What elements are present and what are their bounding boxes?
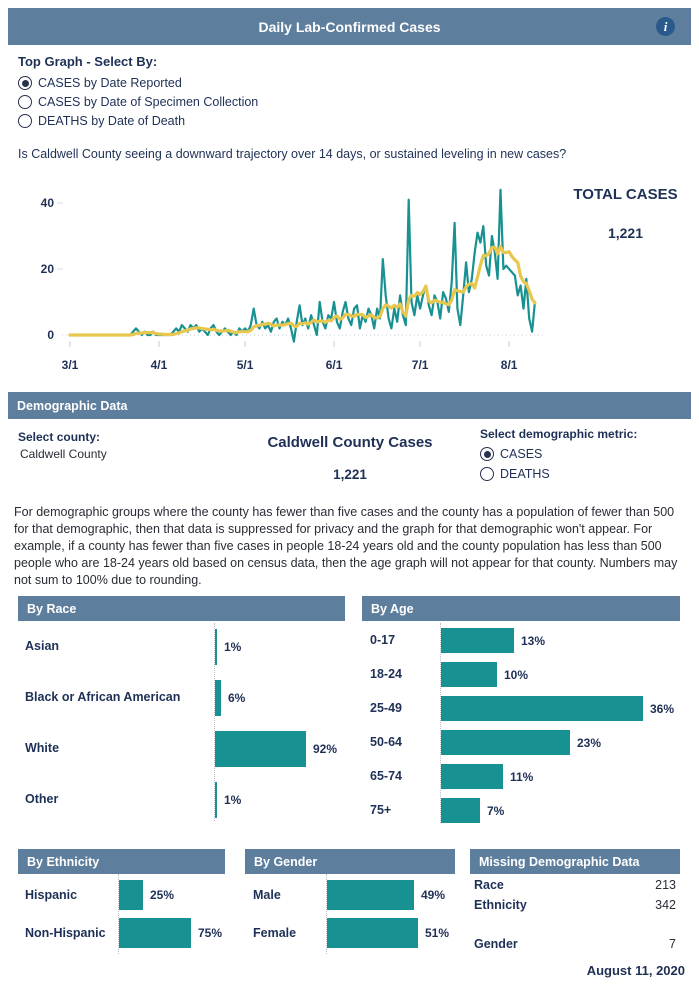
missing-demographic-header [470, 849, 680, 874]
radio-button-icon[interactable] [480, 467, 494, 481]
county-select-value[interactable]: Caldwell County [20, 447, 107, 461]
bar-label: Female [253, 926, 297, 940]
race-bar[interactable] [215, 731, 306, 767]
page-header [8, 8, 691, 45]
gender-row-female [245, 914, 457, 952]
top-graph-select-label: Top Graph - Select By: [18, 54, 158, 69]
bar-value: 92% [313, 742, 338, 756]
demographic-data-header [8, 392, 691, 419]
race-bar[interactable] [215, 629, 217, 665]
top-graph-controls [18, 54, 258, 129]
radio-button-icon[interactable] [18, 76, 32, 90]
bar-value: 1% [224, 793, 242, 807]
bar-value: 51% [425, 926, 450, 940]
bar-label: 25-49 [370, 701, 402, 715]
age-row-18-24 [362, 657, 692, 691]
ethnicity-row-hispanic [18, 876, 243, 914]
radio-button-icon[interactable] [18, 114, 32, 128]
select-county-label: Select county: [18, 430, 101, 444]
race-bar[interactable] [215, 680, 221, 716]
bar-label: 18-24 [370, 667, 402, 681]
ethnicity-row-non-hispanic [18, 914, 243, 952]
table-row [474, 898, 676, 912]
bar-label: 65-74 [370, 769, 402, 783]
age-bar[interactable] [441, 662, 497, 687]
by-ethnicity-header [18, 849, 225, 874]
race-bar[interactable] [215, 782, 217, 818]
race-row-black [18, 673, 345, 723]
gender-bar[interactable] [327, 918, 418, 948]
svg-text:8/1: 8/1 [500, 358, 518, 372]
daily-cases-chart[interactable] [28, 183, 558, 383]
age-row-0-17 [362, 623, 692, 657]
by-gender-header [245, 849, 455, 874]
bar-value: 13% [521, 633, 546, 648]
svg-text:0: 0 [47, 328, 54, 342]
bar-value: 36% [650, 701, 675, 716]
radio-deaths-by-date-of-death[interactable] [18, 113, 258, 129]
row-label: Ethnicity [474, 898, 527, 912]
bar-label: White [25, 741, 60, 755]
missing-demographic-title: Missing Demographic Data [479, 854, 640, 869]
bar-value: 6% [228, 691, 246, 705]
total-cases-block [558, 186, 693, 241]
county-cases-block [230, 434, 470, 482]
age-row-65-74 [362, 759, 692, 793]
bar-value: 1% [224, 640, 242, 654]
suppression-disclaimer: For demographic groups where the county has fewer than five cases and the county has a population of fewer than 500 for that demographic, then that data is suppressed for privacy and the graph for that demographic won't appear. For example, if a county has fewer than five cases in people 18-24 years old and the county population has less than 500 people who are 18-24 years old based on census data, then the age graph will not appear for that county. Numbers may not sum to 100% due to rounding. [14, 505, 678, 587]
age-row-75-plus [362, 793, 692, 827]
bar-label: Black or African American [25, 690, 181, 704]
age-row-50-64 [362, 725, 692, 759]
radio-metric-deaths[interactable] [480, 466, 637, 482]
radio-label: DEATHS by Date of Death [38, 114, 186, 128]
by-gender-title: By Gender [254, 854, 318, 869]
age-row-25-49 [362, 691, 692, 725]
bar-label: Asian [25, 639, 60, 653]
report-date: August 11, 2020 [586, 963, 685, 978]
radio-metric-cases[interactable] [480, 446, 637, 462]
row-label: Gender [474, 937, 518, 951]
radio-button-icon[interactable] [480, 447, 494, 461]
metric-selector [480, 427, 637, 482]
total-cases-value: 1,221 [607, 225, 644, 241]
gender-row-male [245, 876, 457, 914]
svg-text:40: 40 [40, 196, 54, 210]
row-value: 7 [669, 937, 676, 951]
age-bar[interactable] [441, 628, 514, 653]
by-gender-chart [245, 872, 457, 956]
age-bar[interactable] [441, 764, 503, 789]
radio-cases-by-date-reported[interactable] [18, 75, 258, 91]
table-row [474, 878, 676, 892]
age-bar[interactable] [441, 798, 480, 823]
radio-label: CASES by Date Reported [38, 76, 182, 90]
total-cases-label: TOTAL CASES [573, 186, 678, 203]
by-ethnicity-title: By Ethnicity [27, 854, 100, 869]
info-icon[interactable]: i [656, 17, 675, 36]
missing-demographic-table [474, 875, 680, 960]
radio-label: DEATHS [500, 467, 550, 481]
bar-value: 11% [510, 769, 534, 784]
race-row-other [18, 775, 345, 825]
by-age-chart [362, 620, 692, 825]
demographic-data-title: Demographic Data [17, 398, 128, 413]
row-value: 213 [655, 878, 676, 892]
by-race-header [18, 596, 345, 621]
by-age-header [362, 596, 680, 621]
age-bar[interactable] [441, 696, 643, 721]
svg-text:7/1: 7/1 [411, 358, 429, 372]
bar-label: 75+ [370, 803, 392, 817]
svg-text:20: 20 [40, 262, 54, 276]
bar-value: 10% [504, 667, 529, 682]
bar-label: Male [253, 888, 281, 902]
trajectory-question: Is Caldwell County seeing a downward trajectory over 14 days, or sustained leveling in new cases? [18, 147, 567, 161]
by-race-title: By Race [27, 601, 77, 616]
ethnicity-bar[interactable] [119, 918, 191, 948]
svg-text:3/1: 3/1 [61, 358, 79, 372]
race-row-asian [18, 622, 345, 672]
bar-value: 23% [577, 735, 602, 750]
select-metric-label: Select demographic metric: [480, 427, 638, 441]
race-row-white [18, 724, 345, 774]
by-ethnicity-chart [18, 872, 243, 956]
bar-label: Non-Hispanic [25, 926, 106, 940]
page-title: Daily Lab-Confirmed Cases [258, 18, 441, 35]
county-cases-title: Caldwell County Cases [267, 434, 433, 451]
bar-label: 50-64 [370, 735, 402, 749]
bar-value: 25% [150, 888, 175, 902]
radio-cases-by-specimen-collection[interactable] [18, 94, 258, 110]
bar-value: 75% [198, 926, 223, 940]
bar-value: 7% [487, 803, 505, 818]
radio-button-icon[interactable] [18, 95, 32, 109]
table-row [474, 937, 676, 951]
bar-label: Hispanic [25, 888, 78, 902]
row-label: Race [474, 878, 504, 892]
bar-value: 49% [421, 888, 446, 902]
bar-label: 0-17 [370, 633, 396, 647]
row-value: 342 [655, 898, 676, 912]
radio-label: CASES by Date of Specimen Collection [38, 95, 259, 109]
bar-label: Other [25, 792, 59, 806]
gender-bar[interactable] [327, 880, 414, 910]
svg-text:5/1: 5/1 [236, 358, 254, 372]
county-selector [18, 430, 107, 461]
svg-text:6/1: 6/1 [325, 358, 343, 372]
by-race-chart [18, 620, 345, 822]
county-cases-value: 1,221 [333, 467, 367, 482]
ethnicity-bar[interactable] [119, 880, 143, 910]
by-age-title: By Age [371, 601, 414, 616]
svg-text:4/1: 4/1 [150, 358, 168, 372]
age-bar[interactable] [441, 730, 570, 755]
radio-label: CASES [500, 447, 543, 461]
